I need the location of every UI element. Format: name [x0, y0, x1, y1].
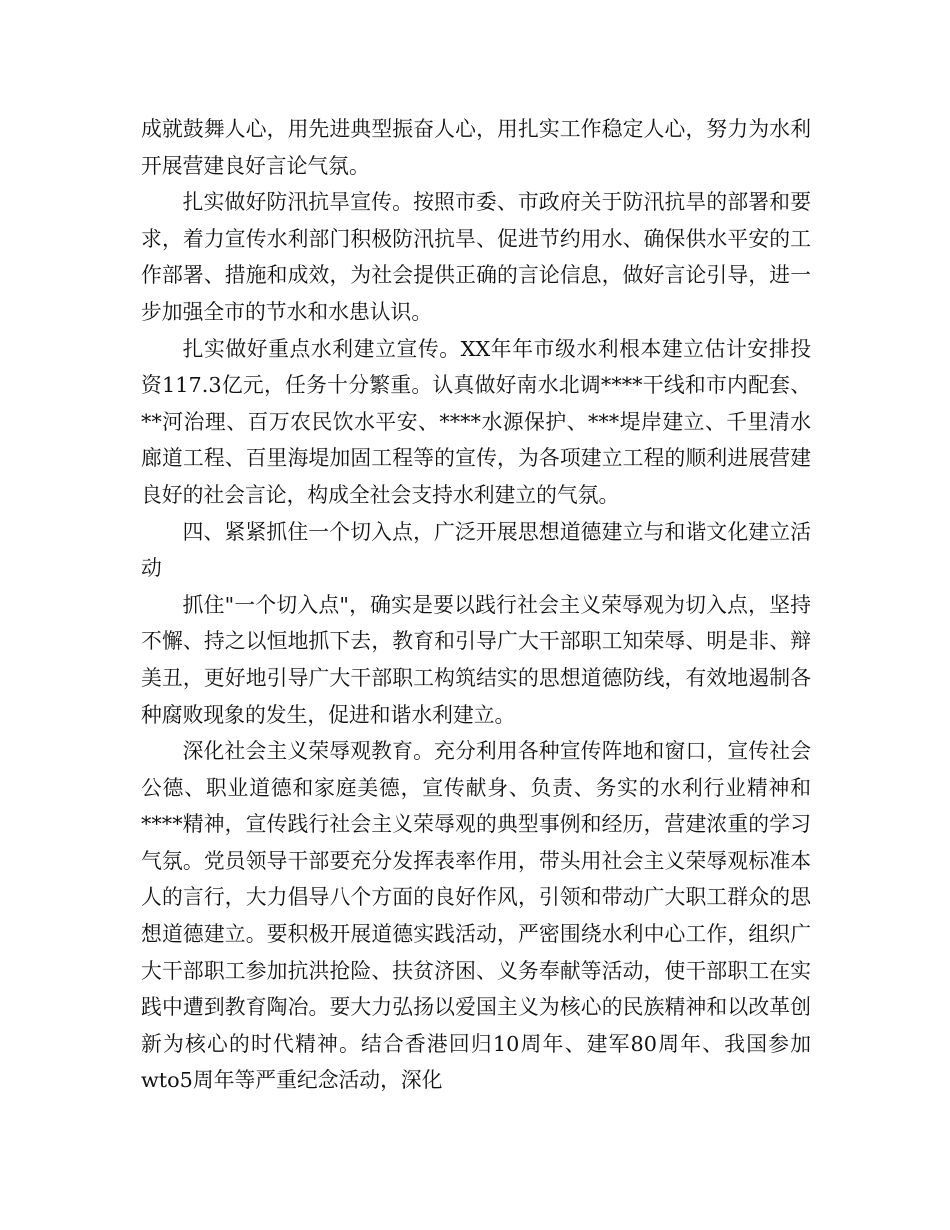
section-heading-four: 四、紧紧抓住一个切入点，广泛开展思想道德建立与和谐文化建立活动 [141, 519, 811, 581]
paragraph-key-water-projects: 扎实做好重点水利建立宣传。XX年年市级水利根本建立估计安排投资117.3亿元，任务十分繁重。认真做好南水北调****干线和市内配套、**河治理、百万农民饮水平安、****水源保护、***堤岸建立、千里清水廊道工程、百里海堤加固工程等的宣传，为各项建立工程的顺利进展营建良好的社会言论，构成全社会支持水利建立的气氛。 [141, 336, 811, 507]
paragraph-flood-control-publicity: 扎实做好防汛抗旱宣传。按照市委、市政府关于防汛抗旱的部署和要求，着力宣传水利部门积极防汛抗旱、促进节约用水、确保供水平安的工作部署、措施和成效，为社会提供正确的言论信息，做好言论引导，进一步加强全市的节水和水患认识。 [141, 190, 811, 324]
paragraph-entry-point: 抓住"一个切入点"，确实是要以践行社会主义荣辱观为切入点，坚持不懈、持之以恒地抓下去，教育和引导广大干部职工知荣辱、明是非、辩美丑，更好地引导广大干部职工构筑结实的思想道德防线，有效地遏制各种腐败现象的发生，促进和谐水利建立。 [141, 592, 811, 727]
paragraph-honor-disgrace-education: 深化社会主义荣辱观教育。充分利用各种宣传阵地和窗口，宣传社会公德、职业道德和家庭美德，宣传献身、负责、务实的水利行业精神和****精神，宣传践行社会主义荣辱观的典型事例和经历，营建浓重的学习气氛。党员领导干部要充分发挥表率作用，带头用社会主义荣辱观标准本人的言行，大力倡导八个方面的良好作风，引领和带动广大职工群众的思想道德建立。要积极开展道德实践活动，严密围绕水利中心工作，组织广大干部职工参加抗洪抢险、扶贫济困、义务奉献等活动，使干部职工在实践中遭到教育陶冶。要大力弘扬以爱国主义为核心的民族精神和以改革创新为核心的时代精神。结合香港回归10周年、建军80周年、我国参加wto5周年等严重纪念活动，深化 [141, 739, 811, 1093]
paragraph-continuation: 成就鼓舞人心，用先进典型振奋人心，用扎实工作稳定人心，努力为水利开展营建良好言论气氛。 [141, 117, 811, 178]
document-body [141, 111, 811, 1099]
